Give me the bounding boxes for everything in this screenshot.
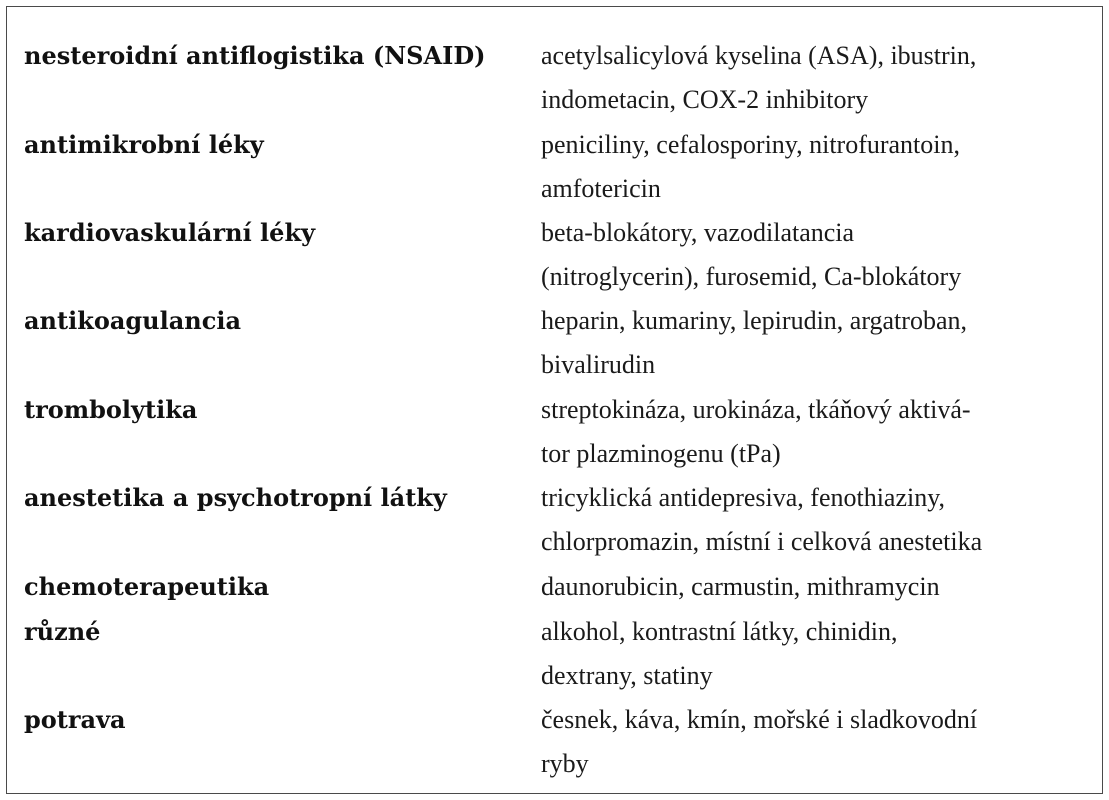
drug-list-line: dextrany, statiny: [541, 661, 713, 690]
drug-list: [541, 565, 1101, 609]
drug-list: [541, 610, 1101, 698]
drug-list-line: heparin, kumariny, lepirudin, argatroban,: [541, 306, 967, 335]
category-label: chemoterapeutika: [24, 572, 270, 601]
category-label: nesteroidní antiflogistika (NSAID): [24, 41, 486, 70]
drug-list: [541, 299, 1101, 387]
drug-list-line: bivalirudin: [541, 350, 656, 379]
category-label: anestetika a psychotropní látky: [24, 483, 447, 512]
category-label: antikoagulancia: [24, 306, 242, 335]
category-label: potrava: [24, 705, 126, 734]
category-label: antimikrobní léky: [24, 130, 264, 159]
drug-list-line: peniciliny, cefalosporiny, nitrofurantoin,: [541, 130, 961, 159]
drug-list-line: amfotericin: [541, 174, 661, 203]
drug-list: [541, 388, 1101, 476]
drug-list-line: chlorpromazin, místní i celková anestetika: [541, 527, 983, 556]
drug-list-line: streptokináza, urokináza, tkáňový aktivá-: [541, 395, 971, 424]
drug-list-line: (nitroglycerin), furosemid, Ca-blokátory: [541, 262, 962, 291]
drug-list-line: tor plazminogenu (tPa): [541, 439, 781, 468]
drug-list-line: česnek, káva, kmín, mořské i sladkovodní: [541, 705, 978, 734]
drug-list-line: alkohol, kontrastní látky, chinidin,: [541, 617, 898, 646]
drug-list: [541, 34, 1101, 122]
category-label: kardiovaskulární léky: [24, 218, 316, 247]
drug-list: [541, 698, 1101, 786]
category-label: trombolytika: [24, 395, 198, 424]
drug-list: [541, 211, 1101, 299]
category-label: různé: [24, 617, 101, 646]
drug-table: [6, 6, 1103, 794]
drug-list-line: indometacin, COX-2 inhibitory: [541, 85, 869, 114]
drug-list-line: ryby: [541, 749, 589, 778]
drug-list-line: acetylsalicylová kyselina (ASA), ibustrin,: [541, 41, 977, 70]
drug-list-line: tricyklická antidepresiva, fenothiaziny,: [541, 483, 946, 512]
drug-list: [541, 123, 1101, 211]
drug-list: [541, 476, 1101, 564]
drug-list-line: daunorubicin, carmustin, mithramycin: [541, 572, 940, 601]
drug-list-line: beta-blokátory, vazodilatancia: [541, 218, 855, 247]
